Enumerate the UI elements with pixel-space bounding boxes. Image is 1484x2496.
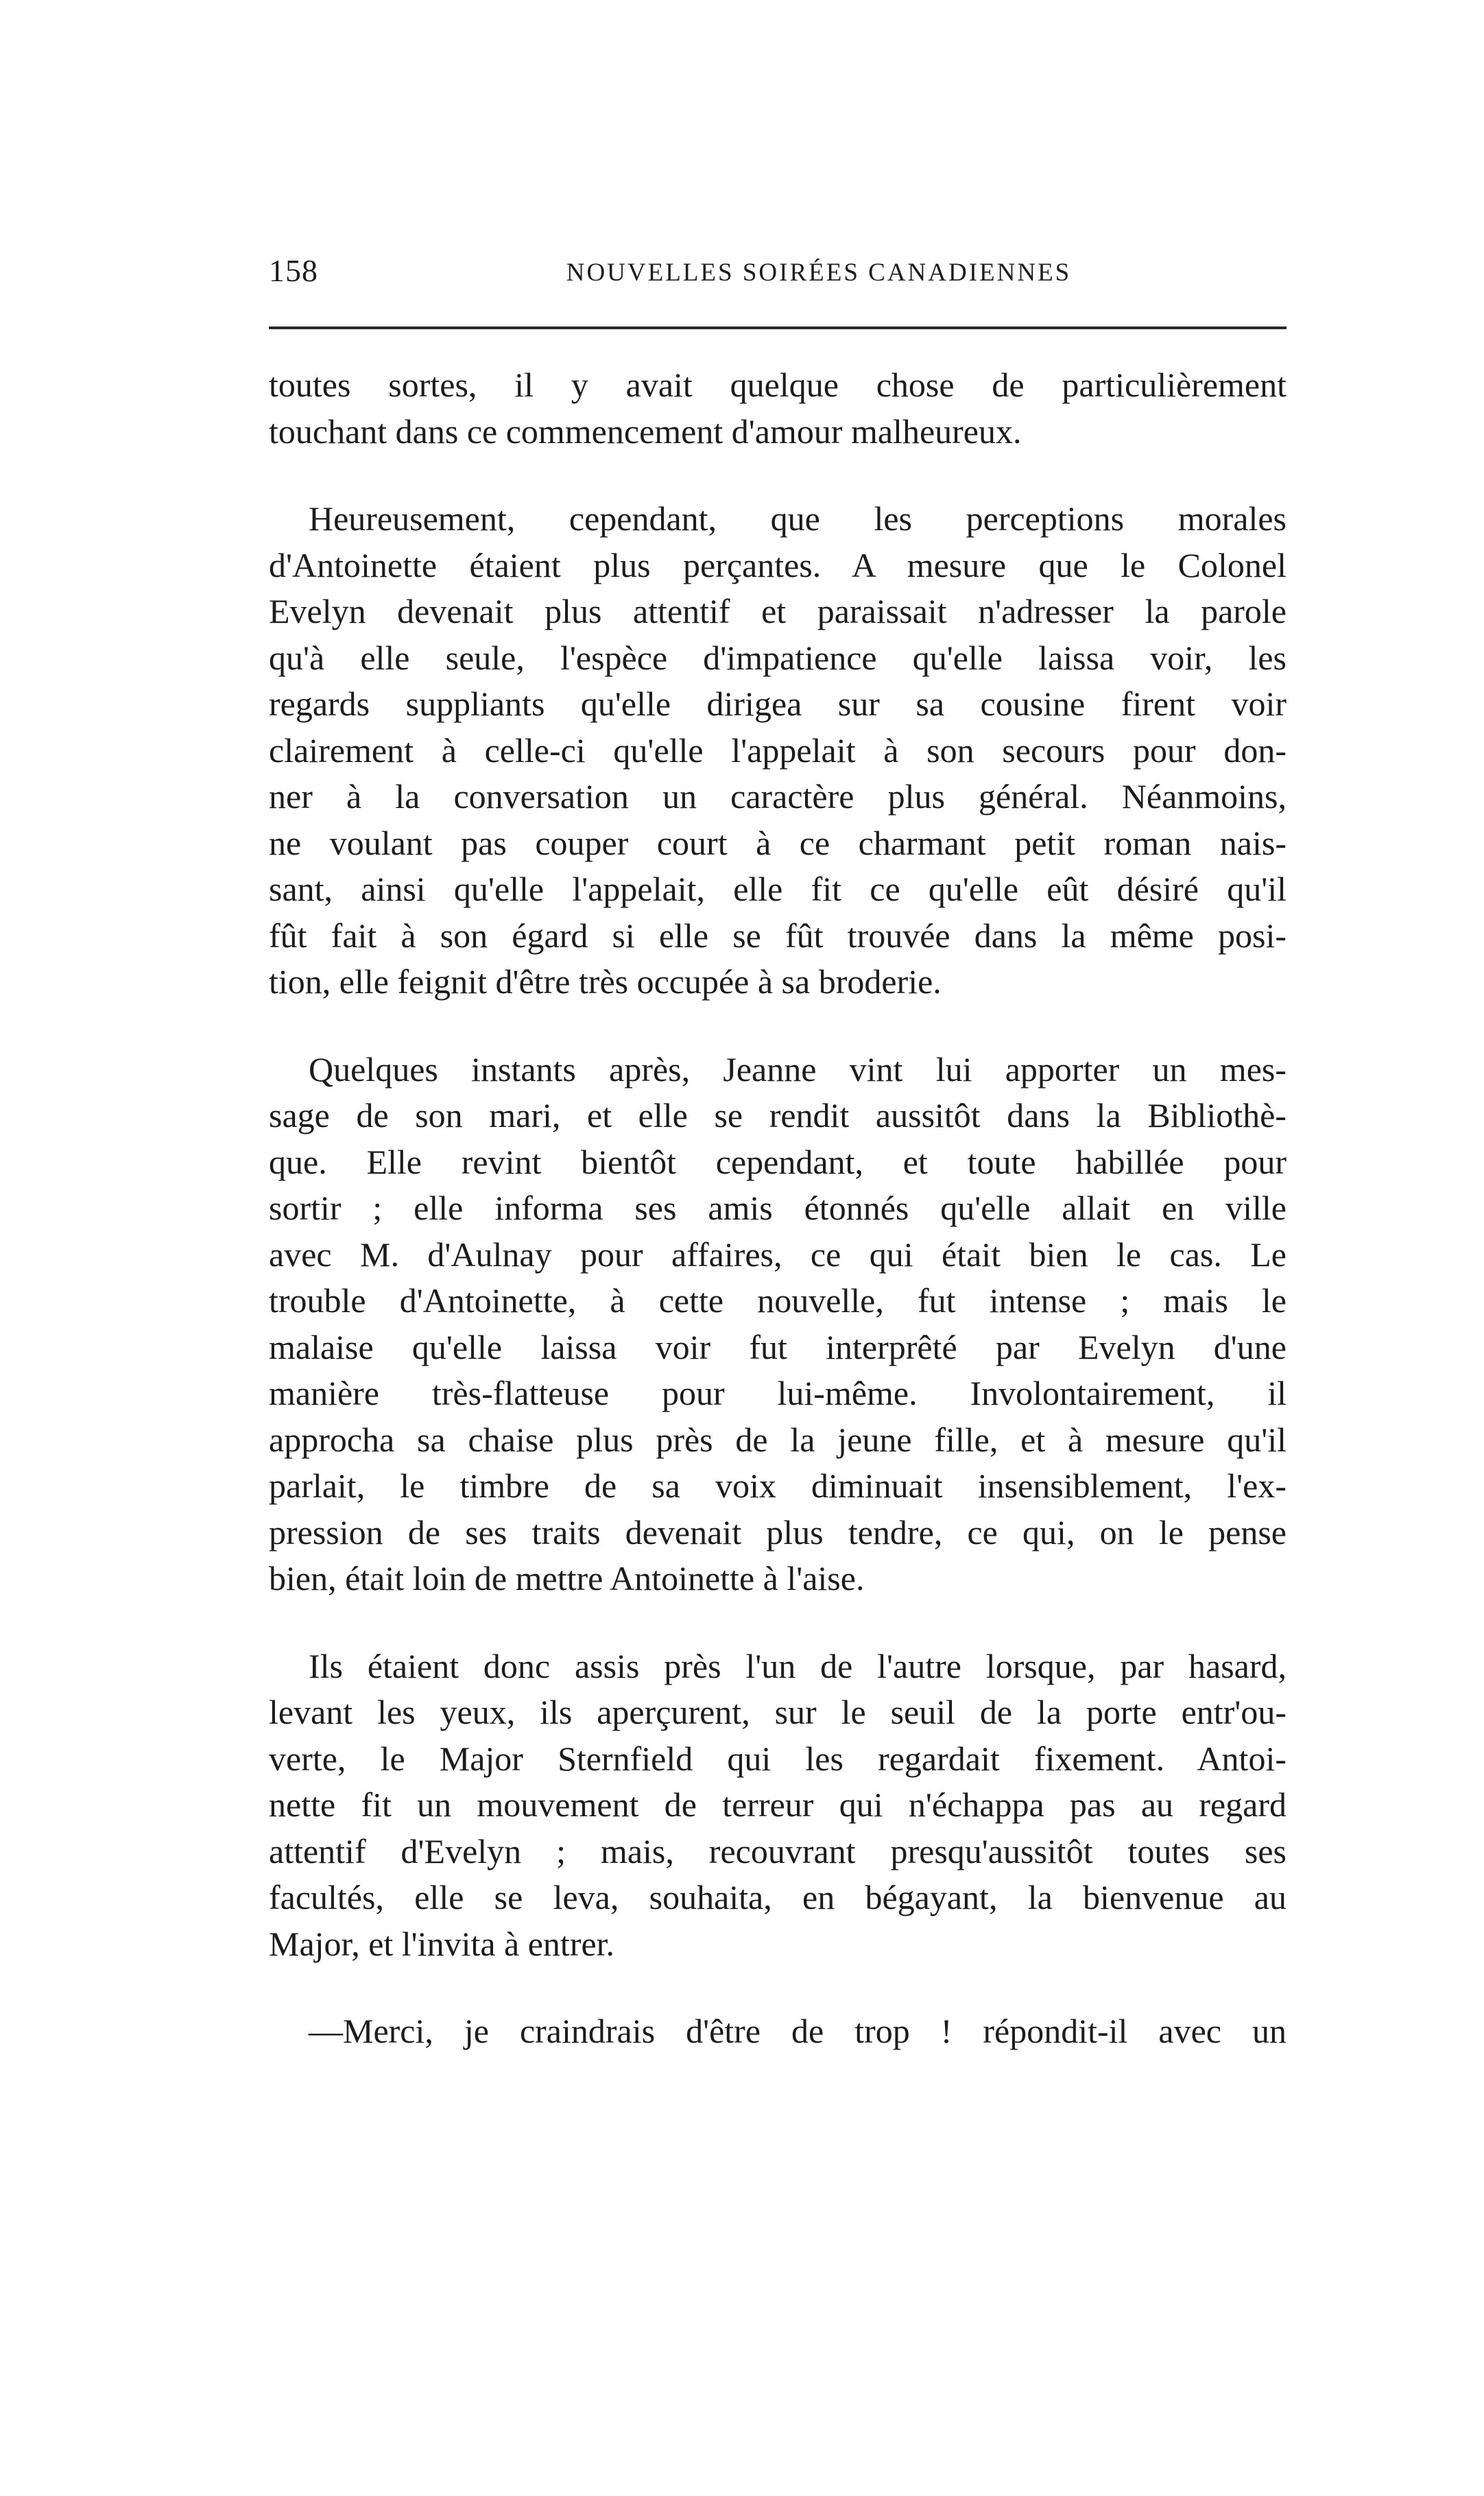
- text-line: levant les yeux, ils aperçurent, sur le seuil de la porte entr'ou-: [269, 1693, 1286, 1731]
- text-line: qu'à elle seule, l'espèce d'impatience qu'elle laissa voir, les: [269, 638, 1286, 677]
- page-number: 158: [269, 253, 318, 288]
- text-line: Evelyn devenait plus attentif et paraissait n'adresser la parole: [269, 592, 1286, 630]
- text-line: manière très-flatteuse pour lui-même. Involontairement, il: [269, 1374, 1286, 1412]
- text-line: ner à la conversation un caractère plus général. Néanmoins,: [269, 777, 1286, 816]
- paragraph-gap: [269, 1006, 1286, 1047]
- text-line: clairement à celle-ci qu'elle l'appelait à son secours pour don-: [269, 730, 1286, 770]
- text-line: malaise qu'elle laissa voir fut interprêté par Evelyn d'une: [269, 1327, 1286, 1366]
- paragraph-3: [269, 1047, 1286, 1602]
- text-line: trouble d'Antoinette, à cette nouvelle, fut intense ; mais le: [269, 1281, 1286, 1320]
- paragraph-1: [269, 362, 1286, 455]
- text-line: que. Elle revint bientôt cependant, et toute habillée pour: [269, 1142, 1286, 1181]
- text-line: parlait, le timbre de sa voix diminuait insensiblement, l'ex-: [269, 1466, 1286, 1505]
- text-line: bien, était loin de mettre Antoinette à l'aise.: [269, 1559, 865, 1597]
- text-line: fût fait à son égard si elle se fût trouvée dans la même posi-: [269, 916, 1286, 955]
- text-line: approcha sa chaise plus près de la jeune fille, et à mesure qu'il: [269, 1420, 1286, 1459]
- paragraph-gap: [269, 1602, 1286, 1643]
- text-line: regards suppliants qu'elle dirigea sur sa cousine firent voir: [269, 685, 1286, 723]
- running-title: NOUVELLES SOIRÉES CANADIENNES: [566, 259, 1072, 287]
- text-line: attentif d'Evelyn ; mais, recouvrant presqu'aussitôt toutes ses: [269, 1831, 1286, 1870]
- text-line: verte, le Major Sternfield qui les regardait fixement. Antoi-: [269, 1739, 1286, 1778]
- text-line: nette fit un mouvement de terreur qui n'échappa pas au regard: [269, 1785, 1286, 1824]
- text-line: facultés, elle se leva, souhaita, en bégayant, la bienvenue au: [269, 1878, 1286, 1916]
- paragraph-gap: [269, 1967, 1286, 2008]
- text-line: Heureusement, cependant, que les perceptions morales: [309, 499, 1286, 538]
- text-line: avec M. d'Aulnay pour affaires, ce qui était bien le cas. Le: [269, 1235, 1286, 1274]
- text-line: d'Antoinette étaient plus perçantes. A mesure que le Colonel: [269, 545, 1286, 584]
- text-line: sage de son mari, et elle se rendit aussitôt dans la Bibliothè-: [269, 1096, 1286, 1134]
- text-line: —Merci, je craindrais d'être de trop ! répondit-il avec un: [309, 2012, 1286, 2050]
- paragraph-2: [269, 496, 1286, 1006]
- text-line: sant, ainsi qu'elle l'appelait, elle fit ce qu'elle eût désiré qu'il: [269, 870, 1286, 908]
- paragraph-gap: [269, 455, 1286, 496]
- text-line: pression de ses traits devenait plus tendre, ce qui, on le pense: [269, 1512, 1286, 1552]
- text-line: toutes sortes, il y avait quelque chose de particulièrement: [269, 366, 1286, 404]
- body-text: [269, 362, 1286, 2055]
- text-line: Ils étaient donc assis près l'un de l'autre lorsque, par hasard,: [309, 1646, 1286, 1685]
- text-line: tion, elle feignit d'être très occupée à sa broderie.: [269, 962, 942, 1001]
- text-line: ne voulant pas couper court à ce charmant petit roman nais-: [269, 823, 1286, 862]
- paragraph-5: [269, 2008, 1286, 2055]
- header-rule: [269, 326, 1286, 329]
- text-line: Quelques instants après, Jeanne vint lui apporter un mes-: [309, 1049, 1286, 1089]
- text-line: touchant dans ce commencement d'amour malheureux.: [269, 412, 1022, 451]
- page-header: [269, 252, 1286, 294]
- text-line: sortir ; elle informa ses amis étonnés qu'elle allait en ville: [269, 1189, 1286, 1227]
- text-line: Major, et l'invita à entrer.: [269, 1924, 615, 1963]
- paragraph-4: [269, 1643, 1286, 1968]
